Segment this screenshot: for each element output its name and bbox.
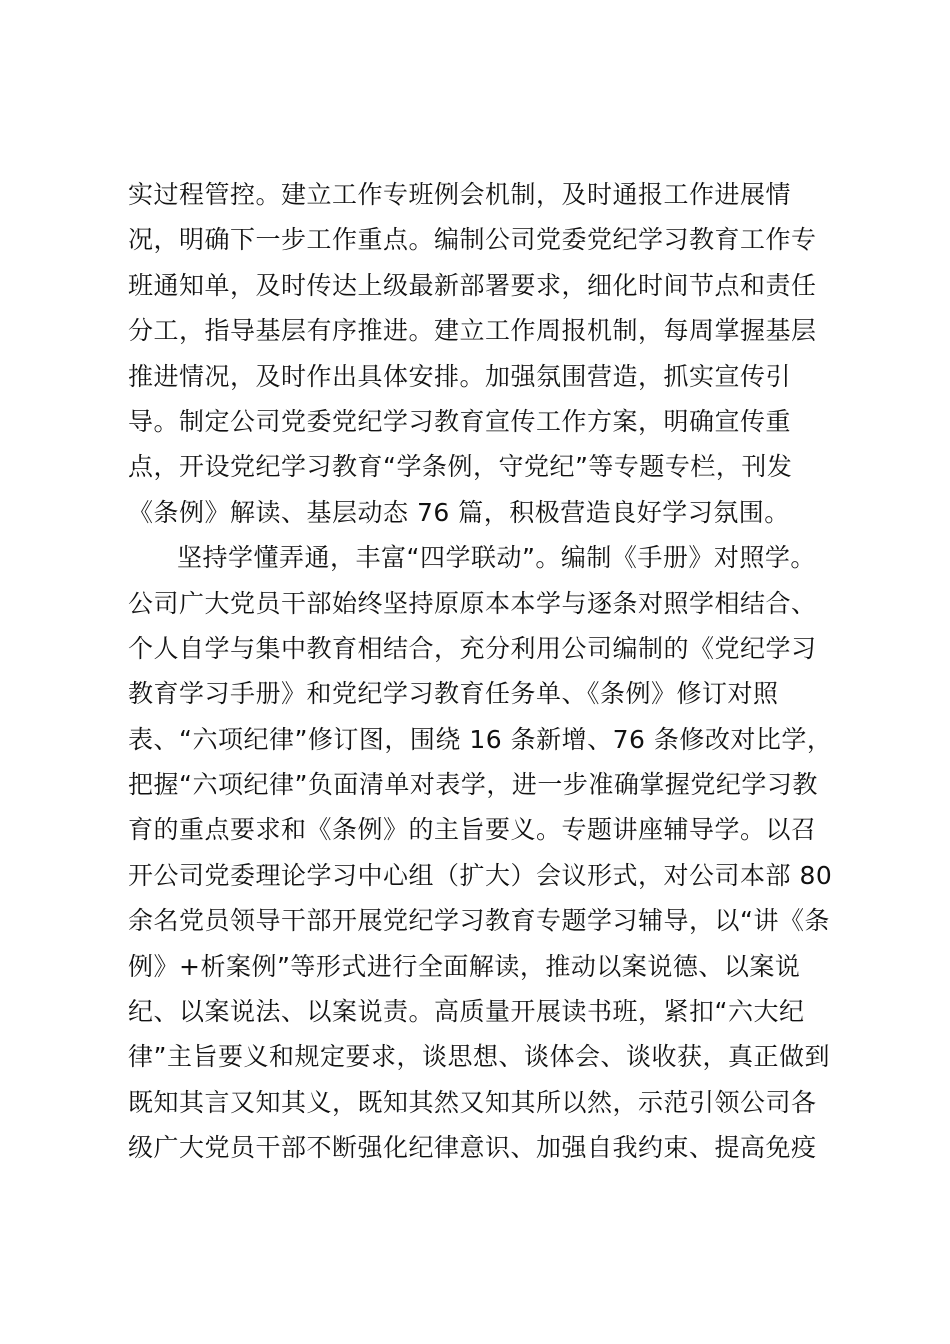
- text-line: 推进情况，及时作出具体安排。加强氛围营造，抓实宣传引: [128, 361, 792, 391]
- text-line: 育的重点要求和《条例》的主旨要义。专题讲座辅导学。以召: [128, 815, 817, 845]
- paragraph-1: [128, 172, 848, 535]
- text-line: 律”主旨要义和规定要求，谈思想、谈体会、谈收获，真正做到: [128, 1042, 830, 1072]
- text-line: 班通知单，及时传达上级最新部署要求，细化时间节点和责任: [128, 270, 817, 300]
- text-line: 点，开设党纪学习教育“学条例，守党纪”等专题专栏，刊发: [128, 452, 793, 482]
- text-line: 个人自学与集中教育相结合，充分利用公司编制的《党纪学习: [128, 633, 817, 663]
- text-line: 坚持学懂弄通，丰富“四学联动”。编制《手册》对照学。: [177, 543, 816, 573]
- text-line: 既知其言又知其义，既知其然又知其所以然，示范引领公司各: [128, 1087, 817, 1117]
- text-line: 把握“六项纪律”负面清单对表学，进一步准确掌握党纪学习教: [128, 770, 818, 800]
- text-line: 况，明确下一步工作重点。编制公司党委党纪学习教育工作专: [128, 225, 817, 255]
- text-line: 纪、以案说法、以案说责。高质量开展读书班，紧扣“六大纪: [128, 997, 805, 1027]
- paragraph-2: [128, 535, 848, 1170]
- text-line: 教育学习手册》和党纪学习教育任务单、《条例》修订对照: [128, 679, 779, 709]
- text-line: 开公司党委理论学习中心组（扩大）会议形式，对公司本部 80: [128, 860, 833, 890]
- text-line: 导。制定公司党委党纪学习教育宣传工作方案，明确宣传重: [128, 406, 792, 436]
- document-body: [128, 172, 848, 1171]
- text-line: 例》+析案例”等形式进行全面解读，推动以案说德、以案说: [128, 951, 801, 981]
- text-line: 级广大党员干部不断强化纪律意识、加强自我约束、提高免疫: [128, 1133, 817, 1163]
- text-line: 余名党员领导干部开展党纪学习教育专题学习辅导，以“讲《条: [128, 906, 830, 936]
- text-line: 分工，指导基层有序推进。建立工作周报机制，每周掌握基层: [128, 316, 817, 346]
- text-line: 实过程管控。建立工作专班例会机制，及时通报工作进展情: [128, 180, 792, 209]
- text-line: 《条例》解读、基层动态 76 篇，积极营造良好学习氛围。: [128, 497, 790, 527]
- text-line: 公司广大党员干部始终坚持原原本本学与逐条对照学相结合、: [128, 588, 817, 618]
- text-line: 表、“六项纪律”修订图，围绕 16 条新增、76 条修改对比学，: [128, 724, 833, 754]
